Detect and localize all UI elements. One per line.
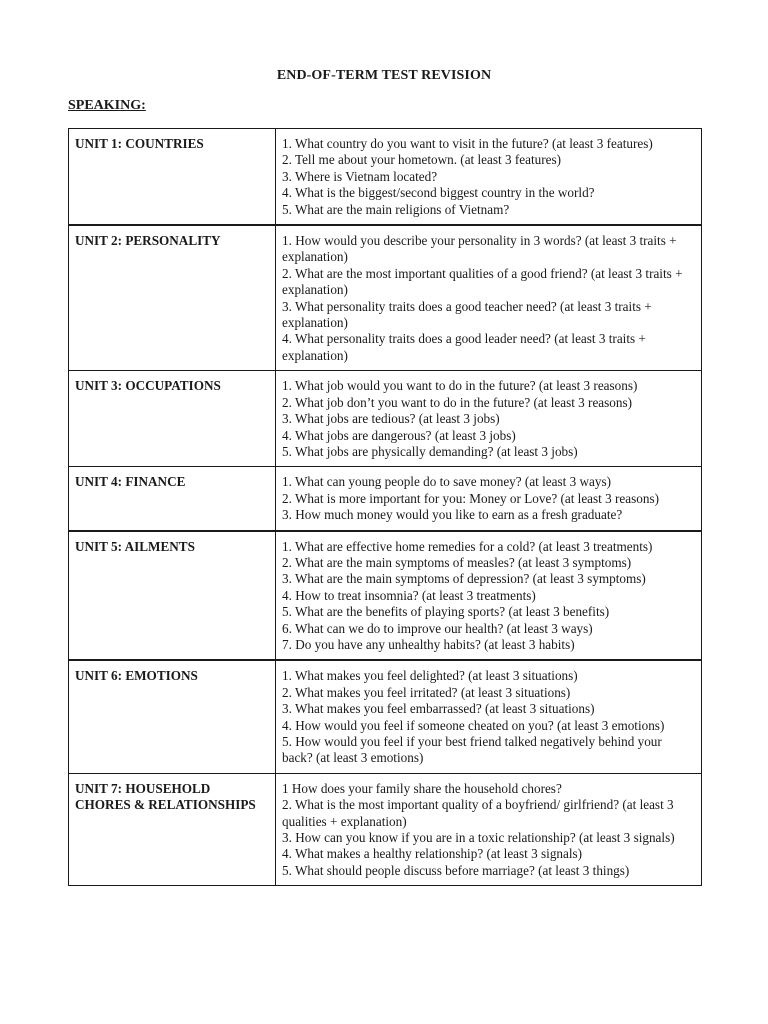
question-item: 6. What can we do to improve our health? (at least 3 ways)	[282, 620, 593, 636]
unit-row	[69, 129, 702, 226]
unit-questions-cell	[276, 129, 702, 226]
question-item: 1. What job would you want to do in the future? (at least 3 reasons)	[282, 378, 638, 394]
question-item: 2. What are the main symptoms of measles? (at least 3 symptoms)	[282, 554, 632, 570]
question-item: 1. How would you describe your personality in 3 words? (at least 3 traits + explanation)	[282, 233, 677, 265]
unit-row	[69, 531, 702, 661]
question-item: 2. Tell me about your hometown. (at least 3 features)	[282, 152, 561, 168]
unit-name-cell	[69, 773, 276, 885]
question-item: 7. Do you have any unhealthy habits? (at least 3 habits)	[282, 636, 575, 652]
question-item: 5. What are the main religions of Vietnam?	[282, 201, 510, 217]
question-item: 4. What personality traits does a good leader need? (at least 3 traits + explanation)	[282, 331, 646, 363]
question-item: 3. How can you know if you are in a toxic relationship? (at least 3 signals)	[282, 830, 675, 846]
unit-row	[69, 225, 702, 371]
unit-name-cell	[69, 660, 276, 773]
unit-name-cell	[69, 467, 276, 531]
question-item: 2. What makes you feel irritated? (at least 3 situations)	[282, 684, 571, 700]
question-item: 2. What are the most important qualities of a good friend? (at least 3 traits + explanation)	[282, 265, 683, 298]
question-item: 2. What is the most important quality of a boyfriend/ girlfriend? (at least 3 qualities + explanation)	[282, 797, 674, 829]
unit-name: UNIT 2: PERSONALITY	[75, 233, 221, 249]
question-item: 5. What are the benefits of playing sports? (at least 3 benefits)	[282, 604, 610, 620]
question-item: 2. What is more important for you: Money or Love? (at least 3 reasons)	[282, 490, 659, 506]
units-table-body	[69, 129, 702, 886]
unit-questions-cell	[276, 467, 702, 531]
question-item: 5. What should people discuss before marriage? (at least 3 things)	[282, 862, 630, 878]
document-title: END-OF-TERM TEST REVISION	[276, 68, 492, 83]
question-item: 3. How much money would you like to earn as a fresh graduate?	[282, 507, 623, 523]
unit-name: UNIT 5: AILMENTS	[75, 538, 195, 554]
unit-name: UNIT 7: HOUSEHOLD CHORES & RELATIONSHIPS	[75, 780, 256, 813]
question-item: 1 How does your family share the household chores?	[282, 780, 562, 796]
section-heading-speaking: SPEAKING:	[68, 98, 146, 113]
question-item: 3. What makes you feel embarrassed? (at least 3 situations)	[282, 701, 595, 717]
question-item: 3. Where is Vietnam located?	[282, 168, 438, 184]
unit-name: UNIT 1: COUNTRIES	[75, 136, 204, 151]
question-item: 1. What are effective home remedies for a cold? (at least 3 treatments)	[282, 538, 653, 554]
unit-name-cell	[69, 225, 276, 371]
unit-name-cell	[69, 531, 276, 661]
unit-name: UNIT 6: EMOTIONS	[75, 668, 198, 684]
unit-name: UNIT 3: OCCUPATIONS	[75, 378, 221, 394]
unit-row	[69, 371, 702, 467]
unit-questions-cell	[276, 225, 702, 371]
question-item: 3. What are the main symptoms of depression? (at least 3 symptoms)	[282, 571, 646, 587]
unit-questions-cell	[276, 531, 702, 661]
question-item: 1. What country do you want to visit in the future? (at least 3 features)	[282, 136, 653, 151]
question-item: 1. What can young people do to save money? (at least 3 ways)	[282, 474, 611, 490]
question-item: 4. What makes a healthy relationship? (at least 3 signals)	[282, 846, 583, 862]
question-item: 3. What jobs are tedious? (at least 3 jobs)	[282, 411, 500, 427]
question-item: 5. What jobs are physically demanding? (at least 3 jobs)	[282, 443, 578, 459]
unit-row	[69, 467, 702, 531]
question-item: 2. What job don’t you want to do in the future? (at least 3 reasons)	[282, 394, 632, 410]
unit-questions-cell	[276, 773, 702, 885]
question-item: 3. What personality traits does a good teacher need? (at least 3 traits + explanation)	[282, 298, 652, 331]
unit-name-cell	[69, 371, 276, 467]
question-item: 4. How would you feel if someone cheated on you? (at least 3 emotions)	[282, 717, 665, 733]
question-item: 1. What makes you feel delighted? (at least 3 situations)	[282, 668, 578, 684]
question-item: 4. What is the biggest/second biggest country in the world?	[282, 185, 595, 201]
unit-questions-cell	[276, 371, 702, 467]
unit-questions-cell	[276, 660, 702, 773]
question-item: 4. What jobs are dangerous? (at least 3 jobs)	[282, 427, 516, 443]
unit-row	[69, 773, 702, 885]
unit-name: UNIT 4: FINANCE	[75, 474, 186, 490]
question-item: 5. How would you feel if your best friend talked negatively behind your back? (at least 3 emotions)	[282, 734, 662, 766]
unit-name-cell	[69, 129, 276, 226]
speaking-units-table	[68, 128, 702, 886]
question-item: 4. How to treat insomnia? (at least 3 treatments)	[282, 587, 536, 603]
unit-row	[69, 660, 702, 773]
